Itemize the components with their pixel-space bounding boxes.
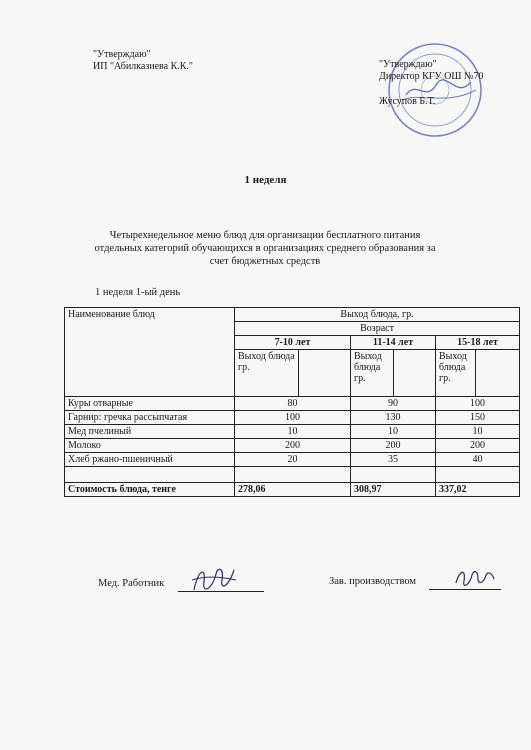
table-row <box>65 453 520 467</box>
output-subheader: Выход блюда гр. <box>235 350 299 397</box>
output-value: 200 <box>436 439 520 453</box>
approval-right-block <box>379 59 483 108</box>
age-group-7-10: 7-10 лет <box>235 336 351 350</box>
approval-right-line2: Директор КГУ ОШ №70 <box>379 71 484 82</box>
table-row <box>65 411 520 425</box>
output-value: 10 <box>235 425 351 439</box>
header-age-cell: Возраст <box>235 322 520 336</box>
output-subheader: Выход блюда гр. <box>351 350 394 397</box>
output-value: 80 <box>235 397 351 411</box>
header-name-cell: Наименование блюд <box>65 308 235 397</box>
table-row <box>65 397 520 411</box>
week-title: 1 неделя <box>244 174 287 186</box>
output-value: 40 <box>436 453 520 467</box>
output-value: 100 <box>436 397 520 411</box>
total-label: Стоимость блюда, тенге <box>65 483 235 497</box>
table-total-row <box>65 483 520 497</box>
dish-name: Молоко <box>65 439 235 453</box>
header-output-cell: Выход блюда, гр. <box>235 308 520 322</box>
med-worker-signature <box>188 560 240 600</box>
dish-name: Гарнир: гречка рассыпчатая <box>65 411 235 425</box>
empty-cell <box>394 350 436 397</box>
output-value: 200 <box>235 439 351 453</box>
dish-name: Мед пчелиный <box>65 425 235 439</box>
menu-table <box>64 307 520 497</box>
total-value: 278,06 <box>235 483 351 497</box>
output-value: 20 <box>235 453 351 467</box>
approval-left-line2: ИП "Абилказиева К.К." <box>93 61 194 72</box>
table-header-row-1 <box>65 308 520 322</box>
empty-cell <box>235 467 351 483</box>
age-group-11-14: 11-14 лет <box>351 336 436 350</box>
table-row <box>65 425 520 439</box>
production-manager-signature <box>452 563 496 593</box>
production-manager-label: Зав. производством <box>329 576 417 587</box>
approval-right-line3: Жусупов Б.Т. <box>379 96 436 107</box>
output-value: 35 <box>351 453 436 467</box>
total-value: 308,97 <box>351 483 436 497</box>
day-label: 1 неделя 1-ый день <box>95 287 181 298</box>
age-group-15-18: 15-18 лет <box>436 336 520 350</box>
med-worker-label: Мед. Работник <box>98 578 165 589</box>
empty-cell <box>65 467 235 483</box>
dish-name: Куры отварные <box>65 397 235 411</box>
main-title-line1: Четырехнедельное меню блюд для организации бесплатного питания <box>109 230 421 241</box>
approval-left-line1: "Утверждаю" <box>93 49 151 60</box>
main-title-line3: счет бюджетных средств <box>209 256 321 267</box>
output-value: 130 <box>351 411 436 425</box>
dish-name: Хлеб ржано-пшеничный <box>65 453 235 467</box>
total-value: 337,02 <box>436 483 520 497</box>
output-value: 10 <box>436 425 520 439</box>
table-row <box>65 439 520 453</box>
main-title-line2: отдельных категорий обучающихся в организациях среднего образования за <box>94 243 436 254</box>
empty-cell <box>476 350 520 397</box>
output-value: 200 <box>351 439 436 453</box>
main-title <box>85 229 445 268</box>
empty-cell <box>436 467 520 483</box>
output-subheader: Выход блюда гр. <box>436 350 476 397</box>
output-value: 100 <box>235 411 351 425</box>
table-row-empty <box>65 467 520 483</box>
output-value: 90 <box>351 397 436 411</box>
approval-left-block <box>93 49 193 73</box>
empty-cell <box>299 350 351 397</box>
output-value: 150 <box>436 411 520 425</box>
output-value: 10 <box>351 425 436 439</box>
empty-cell <box>351 467 436 483</box>
approval-right-line1: "Утверждаю" <box>379 59 437 70</box>
